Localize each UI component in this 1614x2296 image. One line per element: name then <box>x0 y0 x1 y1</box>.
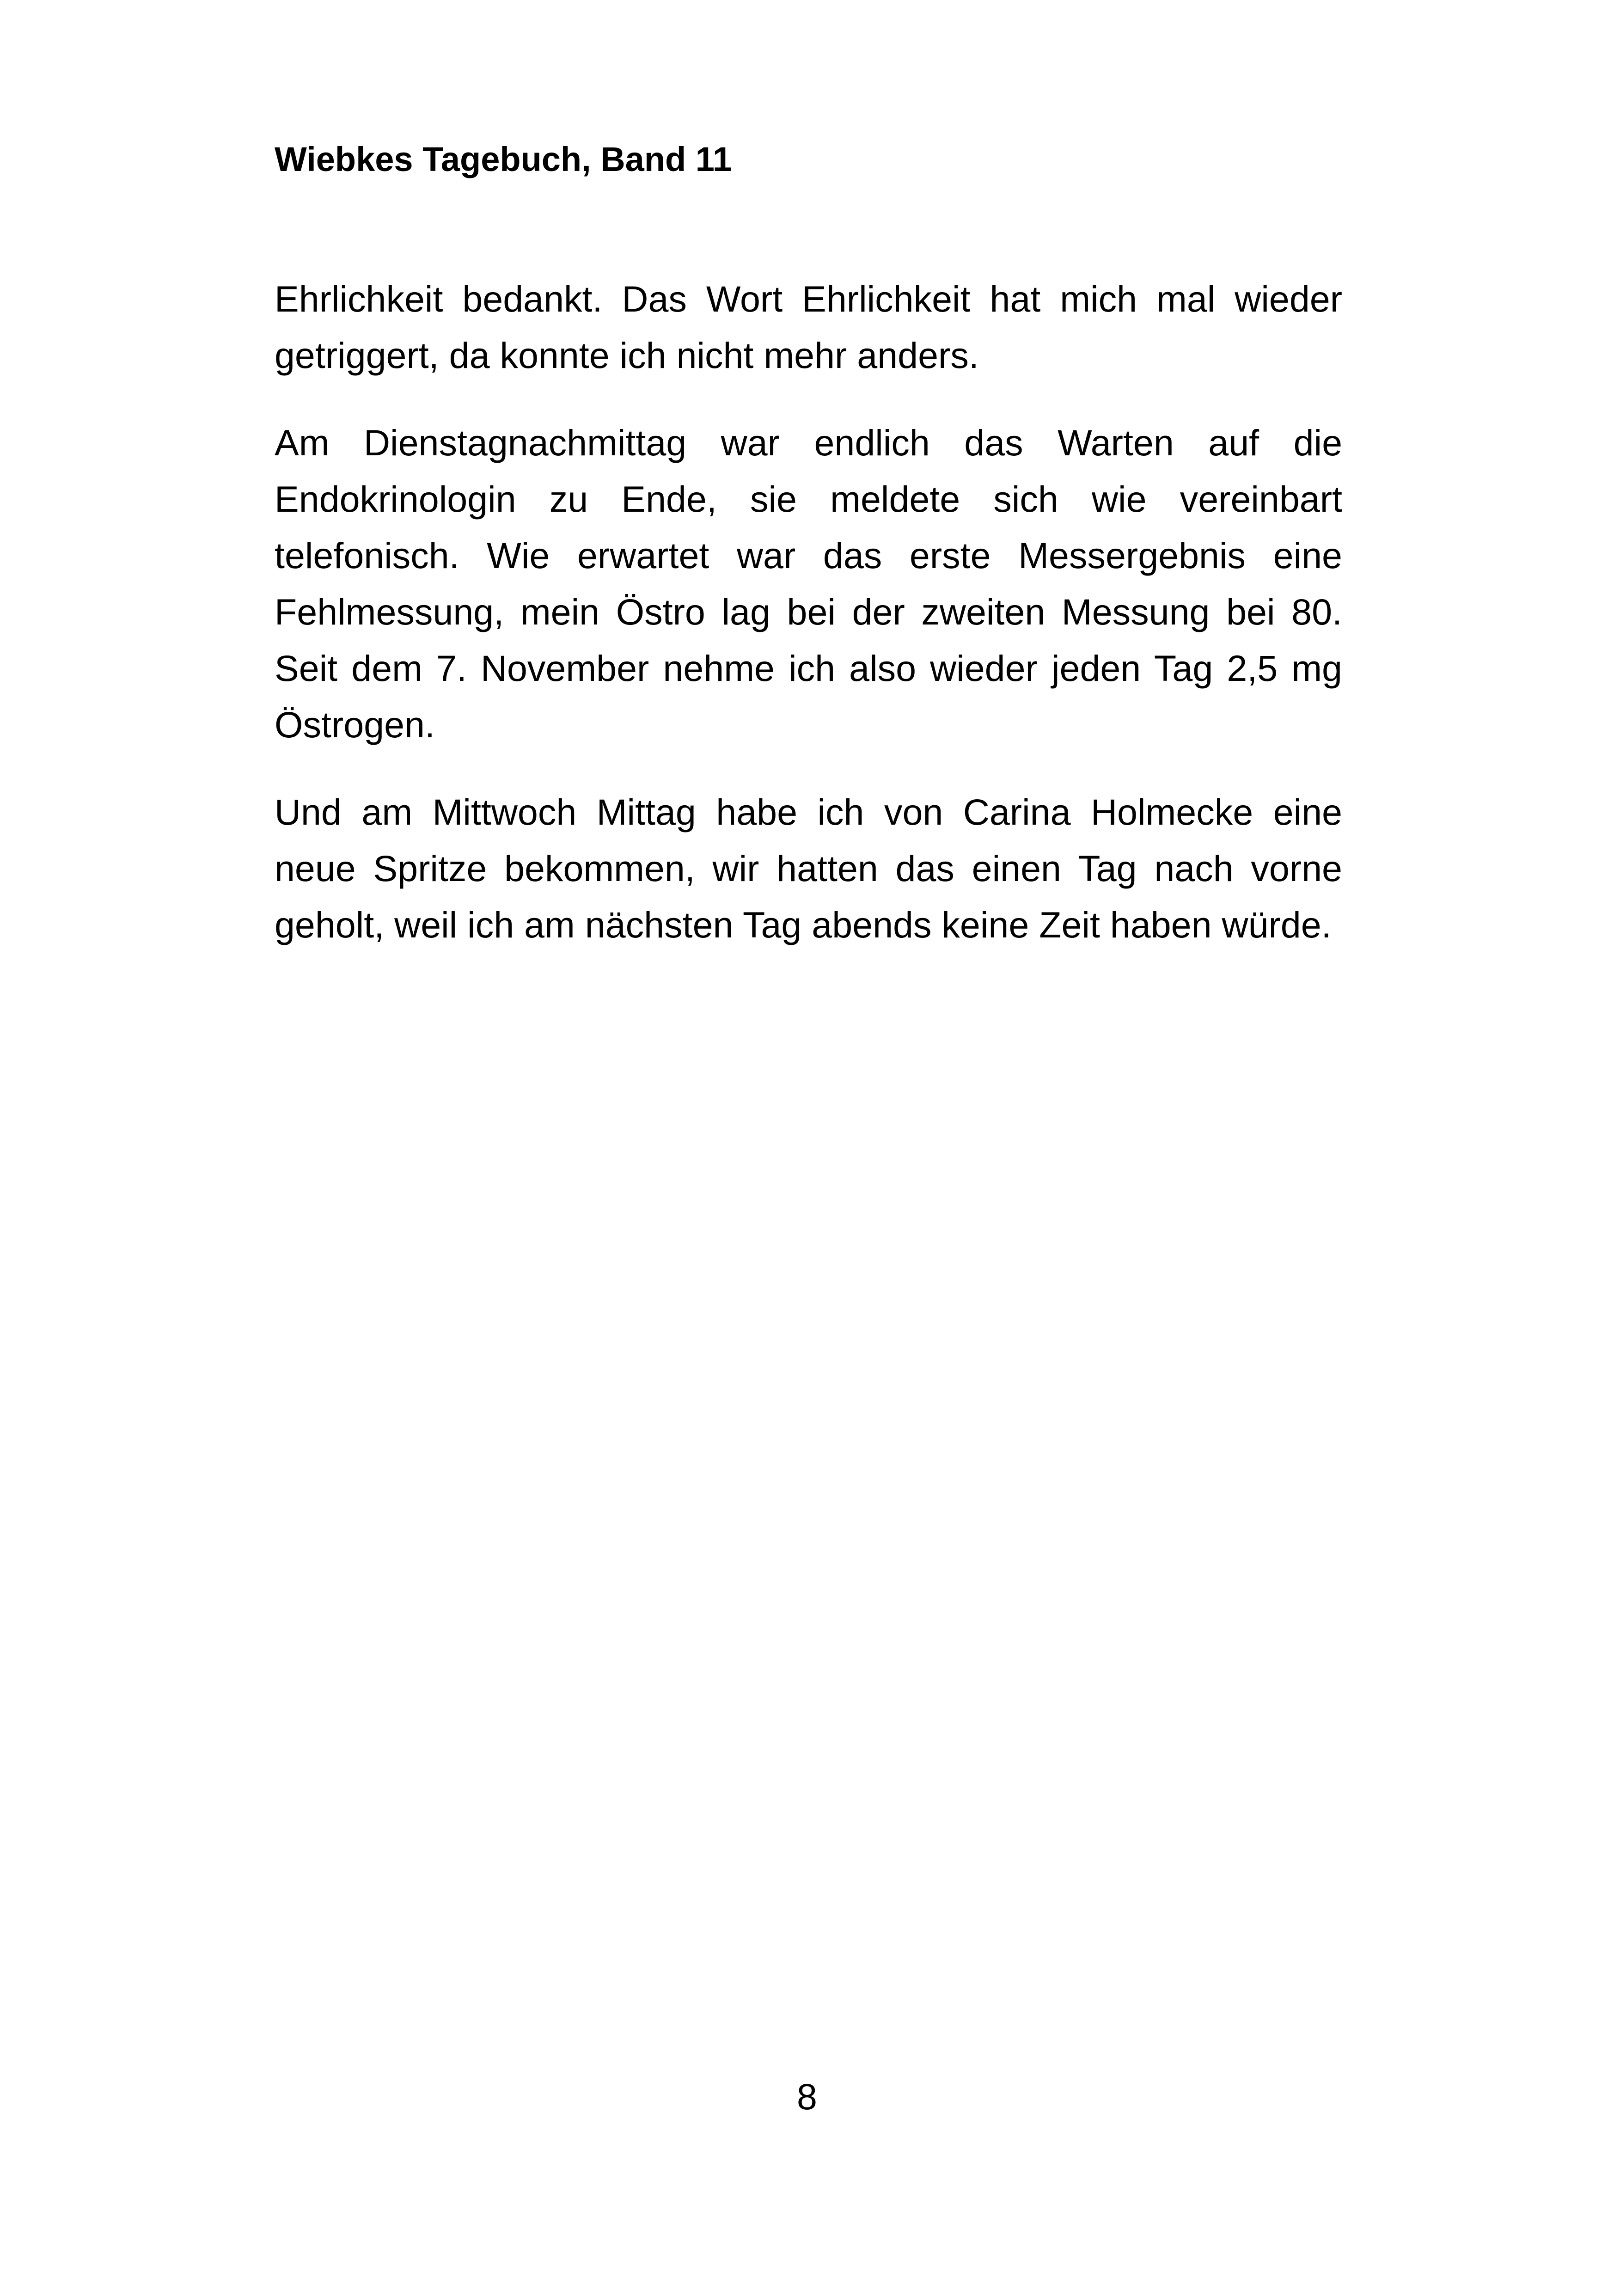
page-number: 8 <box>797 2076 817 2117</box>
paragraph-1: Ehrlichkeit bedankt. Das Wort Ehrlichkeit hat mich mal wieder getriggert, da konnte ich nicht mehr anders. <box>275 278 1342 376</box>
paragraph-2: Am Dienstagnachmittag war endlich das Warten auf die Endokrinologin zu Ende, sie meldete sich wie vereinbart telefonisch. Wie erwartet war das erste Messergebnis eine Fehlmessung, mein Östro lag bei der zweiten Messung bei 80. Seit dem 7. November nehme ich also wieder jeden Tag 2,5 mg Östrogen. <box>275 422 1342 745</box>
body-text <box>275 271 1342 984</box>
running-header-title: Wiebkes Tagebuch, Band 11 <box>275 140 732 178</box>
paragraph-3: Und am Mittwoch Mittag habe ich von Carina Holmecke eine neue Spritze bekommen, wir hatten das einen Tag nach vorne geholt, weil ich am nächsten Tag abends keine Zeit haben würde. <box>275 791 1342 945</box>
